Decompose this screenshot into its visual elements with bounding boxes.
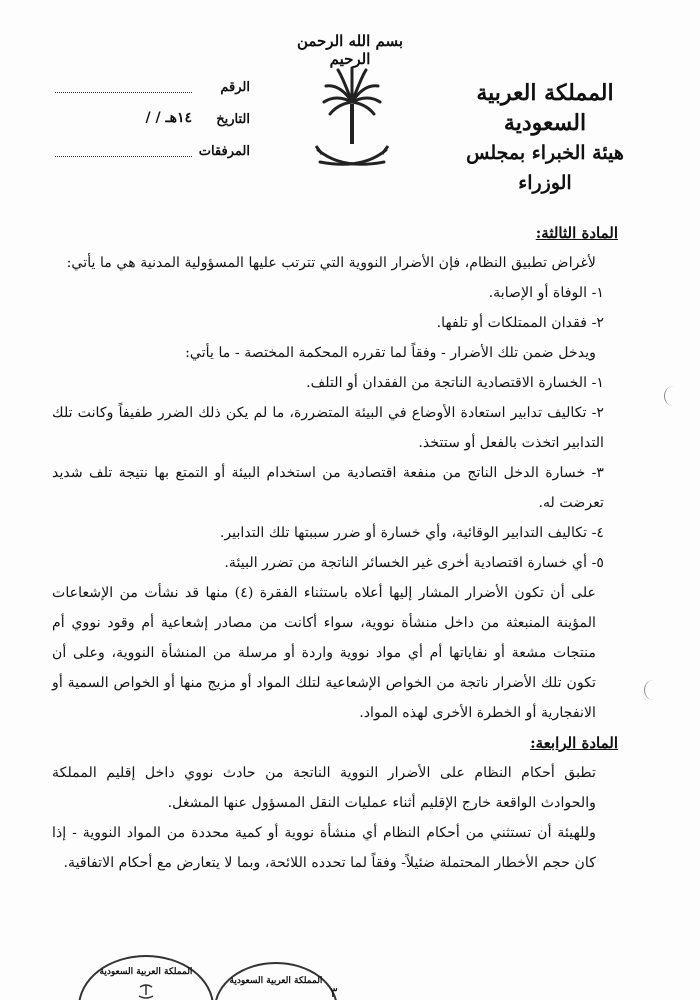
document-body (52, 218, 618, 878)
article3-item-1: ١- الوفاة أو الإصابة. (488, 285, 604, 301)
hole-punch-top (664, 386, 683, 406)
article3-heading: المادة الثالثة: (535, 224, 618, 242)
stamp-emblem-icon (136, 981, 156, 1000)
article3-item-2: ٢- فقدان الممتلكات أو تلفها. (436, 315, 604, 331)
article3-closing: على أن تكون الأضرار المشار إليها أعلاه باستثناء الفقرة (٤) منها قد نشأت من الإشعاعات المؤينة المنبعثة من داخل منشأة نووية، سواء أكانت من مصادر إشعاعية أم وقود نووي أم منتجات مشعة أو نفاياتها أم أي مواد نووية واردة أو مرسلة من المنشأة النووية، وعلى أن تكون تلك الأضرار ناتجة من الخواص الإشعاعية لتلك المواد أو مزيج منها أو الخواص السمية أو الانفجارية أو الخطرة الأخرى لهذه المواد. (52, 585, 596, 721)
article3-subitem-2: ٢- تكاليف تدابير استعادة الأوضاع في البيئة المتضررة، ما لم يكن ذلك الضرر طفيفاً وكانت تلك التدابير اتخذت بالفعل أو ستتخذ. (52, 405, 604, 451)
stamp-right-text: المملكة العربية السعودية (229, 976, 323, 986)
attachments-label: المرفقات (198, 144, 250, 159)
article4-paragraph-2: وللهيئة أن تستثني من أحكام النظام أي منشأة نووية أو كمية محددة من المواد النووية - إذا كان حجم الأخطار المحتملة ضئيلاً- وفقاً لما تحدده اللائحة، وبما لا يتعارض مع أحكام الاتفاقية. (52, 825, 596, 871)
official-stamp-right (214, 962, 338, 1000)
ref-line (55, 92, 192, 93)
article3-intro: لأغراض تطبيق النظام، فإن الأضرار النووية التي تترتب عليها المسؤولية المدنية هي ما يأتي: (66, 255, 596, 271)
org-name-line2: هيئة الخبراء بمجلس الوزراء (466, 142, 624, 194)
page-number: ٣ (330, 985, 338, 1000)
date-label: التاريخ (216, 112, 250, 127)
ref-label: الرقم (220, 80, 250, 95)
attachments-row (55, 144, 250, 176)
attachments-line (55, 156, 192, 157)
article4-paragraph-1: تطبق أحكام النظام على الأضرار النووية الناتجة من حادث نووي داخل إقليم المملكة والحوادث الواقعة خارج الإقليم أثناء عمليات النقل المسؤول عنها المشغل. (52, 765, 596, 811)
ref-row (55, 80, 250, 112)
organization-name (445, 78, 645, 198)
article3-subitem-1: ١- الخسارة الاقتصادية الناتجة من الفقدان أو التلف. (306, 375, 604, 391)
article3-subitem-3: ٣- خسارة الدخل الناتج من منفعة اقتصادية من استخدام البيئة أو التمتع بها نتيجة تلف شديد تعرضت له. (52, 465, 604, 511)
hole-punch-bottom (644, 680, 663, 700)
stamp-left-text: المملكة العربية السعودية (99, 967, 193, 977)
article4-heading: المادة الرابعة: (530, 734, 618, 752)
document-meta (55, 80, 250, 176)
article3-subitem-4: ٤- تكاليف التدابير الوقائية، وأي خسارة أو ضرر سببتها تلك التدابير. (219, 525, 604, 541)
date-value: / / ١٤هـ (145, 110, 192, 126)
article3-includes: ويدخل ضمن تلك الأضرار - وفقاً لما تقرره المحكمة المختصة - ما يأتي: (185, 345, 596, 361)
official-stamp-left (78, 955, 214, 1000)
basmala: بسم الله الرحمن الرحيم (296, 32, 404, 68)
palm-and-swords-emblem-icon (312, 62, 392, 177)
article3-subitem-5: ٥- أي خسارة اقتصادية أخرى غير الخسائر الناتجة من تضرر البيئة. (224, 555, 604, 571)
org-name-line1: المملكة العربية السعودية (476, 80, 614, 136)
date-row (55, 112, 250, 144)
